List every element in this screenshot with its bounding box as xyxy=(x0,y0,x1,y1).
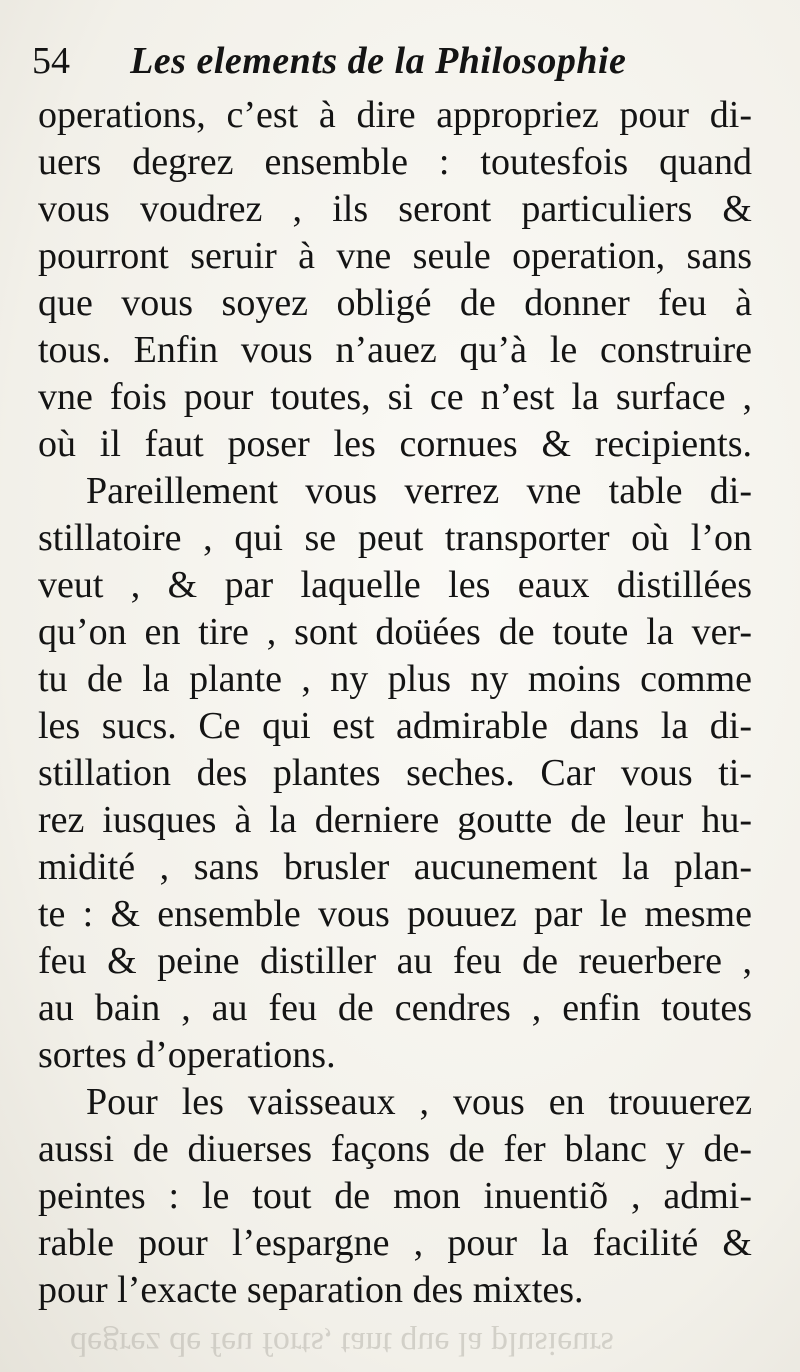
text-line: pourront seruir à vne seule operation, sans xyxy=(38,235,752,277)
text-line: au bain , au feu de cendres , enfin toutes xyxy=(38,987,752,1029)
paragraph-end-line: sortes d’operations. xyxy=(38,1034,336,1076)
text-line: stillatoire , qui se peut transporter où l’on xyxy=(38,517,752,559)
text-line: aussi de diuerses façons de fer blanc y de- xyxy=(38,1128,752,1170)
body-text xyxy=(38,92,752,1314)
text-line: rez iusques à la derniere goutte de leur hu- xyxy=(38,799,752,841)
text-line: où il faut poser les cornues & recipients. xyxy=(38,423,752,465)
text-line: tous. Enfin vous n’auez qu’à le construire xyxy=(38,329,752,371)
page-header xyxy=(32,30,752,90)
page-number: 54 xyxy=(32,40,70,82)
bleed-through-text: degrez de feu forts, tant que la plusieurs xyxy=(70,1325,614,1362)
text-line: veut , & par laquelle les eaux distillées xyxy=(38,564,752,606)
text-line: te : & ensemble vous pouuez par le mesme xyxy=(38,893,752,935)
text-line: uers degrez ensemble : toutesfois quand xyxy=(38,141,752,183)
text-line: vne fois pour toutes, si ce n’est la surface , xyxy=(38,376,752,418)
text-line: rable pour l’espargne , pour la facilité & xyxy=(38,1222,752,1264)
paragraph-start-line: Pareillement vous verrez vne table di- xyxy=(86,470,752,512)
text-line: les sucs. Ce qui est admirable dans la di- xyxy=(38,705,752,747)
running-title: Les elements de la Philosophie xyxy=(130,40,627,82)
text-line: vous voudrez , ils seront particuliers & xyxy=(38,188,752,230)
paragraph-end-line: pour l’exacte separation des mixtes. xyxy=(38,1269,584,1311)
text-line: feu & peine distiller au feu de reuerbere , xyxy=(38,940,752,982)
text-line: stillation des plantes seches. Car vous ti- xyxy=(38,752,752,794)
text-line: peintes : le tout de mon inuentiõ , admi- xyxy=(38,1175,752,1217)
paragraph-start-line: Pour les vaisseaux , vous en trouuerez xyxy=(86,1081,752,1123)
text-line: operations, c’est à dire appropriez pour di- xyxy=(38,94,752,136)
text-line: tu de la plante , ny plus ny moins comme xyxy=(38,658,752,700)
text-line: midité , sans brusler aucunement la plan- xyxy=(38,846,752,888)
text-line: qu’on en tire , sont doüées de toute la ver- xyxy=(38,611,752,653)
text-line: que vous soyez obligé de donner feu à xyxy=(38,282,752,324)
